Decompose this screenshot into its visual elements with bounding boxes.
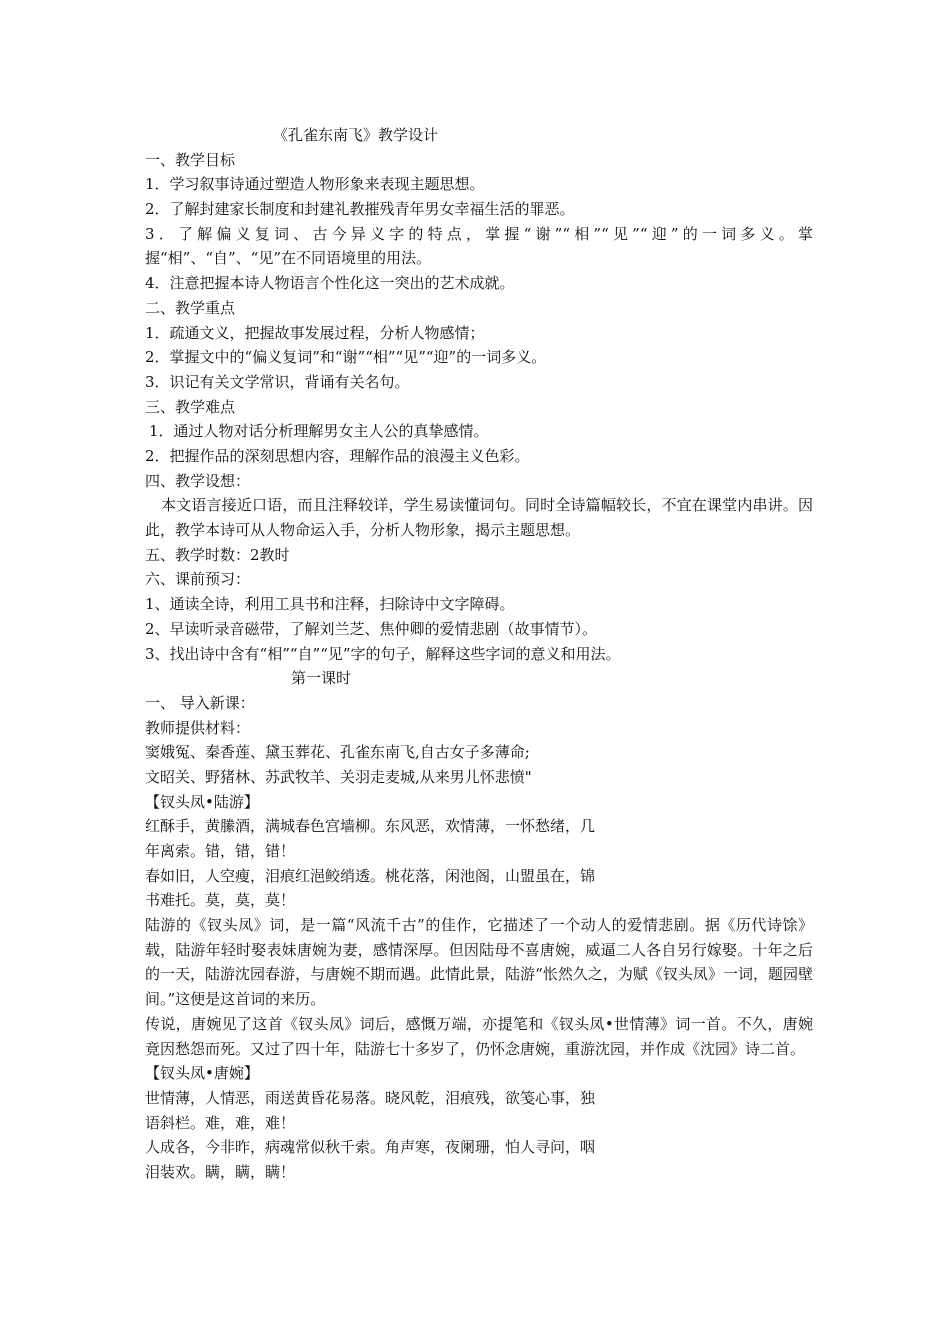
- poem-line: 泪装欢。瞒，瞒，瞒！: [145, 1163, 296, 1182]
- key-point-item-2: 2．掌握文中的“偏义复词”和“谢”“相”“见”“迎”的一词多义。: [145, 348, 547, 367]
- preview-item-3: 3、找出诗中含有“相”“自”“见”字的句子，解释这些字词的意义和用法。: [145, 644, 621, 663]
- section-heading-objectives: 一、教学目标: [145, 150, 236, 169]
- preview-item-2: 2、早读听录音磁带，了解刘兰芝、焦仲卿的爱情悲剧（故事情节）。: [145, 619, 598, 638]
- poem-title-tangwan: 【钗头凤•唐婉】: [145, 1064, 259, 1083]
- poem-line: 人成各，今非昨，病魂常似秋千索。角声寒，夜阑珊，怕人寻问，咽: [145, 1138, 596, 1157]
- section-heading-preview: 六、课前预习：: [145, 570, 251, 589]
- poem-line: 世情薄，人情恶，雨送黄昏花易落。晓风乾，泪痕残，欲笺心事，独: [145, 1088, 596, 1107]
- couplet-line-2: 文昭关、野猪林、苏武牧羊、关羽走麦城,从来男儿怀悲愤": [145, 767, 532, 786]
- key-point-item-1: 1．疏通文义，把握故事发展过程，分析人物感情；: [145, 323, 485, 342]
- objective-item-1: 1．学习叙事诗通过塑造人物形象来表现主题思想。: [145, 175, 485, 194]
- poem-line: 书难托。莫，莫，莫！: [145, 891, 296, 910]
- poem-line: 语斜栏。难，难，难！: [145, 1113, 296, 1132]
- difficulty-item-2: 2．把握作品的深刻思想内容，理解作品的浪漫主义色彩。: [145, 446, 530, 465]
- difficulty-item-1: 1．通过人物对话分析理解男女主人公的真挚感情。: [149, 422, 489, 441]
- story-paragraph-1: 陆游的《钗头凤》词，是一篇“风流千古”的佳作，它描述了一个动人的爱情悲剧。据《历代诗馀》载，陆游年轻时娶表妹唐婉为妻，感情深厚。但因陆母不喜唐婉，威逼二人各自另行嫁娶。十年之后的一天，陆游沈园春游，与唐婉不期而遇。此情此景，陆游“怅然久之，为赋《钗头凤》一词，题园壁间。”这便是这首词的来历。: [145, 916, 813, 1009]
- couplet-line-1: 窦娥冤、秦香莲、黛玉葬花、孔雀东南飞,自古女子多薄命;: [145, 743, 530, 762]
- document-title: 《孔雀东南飞》教学设计: [273, 126, 439, 144]
- document-page: [145, 123, 813, 1185]
- section-heading-hours: 五、教学时数：2教时: [145, 545, 290, 564]
- objective-item-4: 4．注意把握本诗人物语言个性化这一突出的艺术成就。: [145, 274, 515, 293]
- lesson-heading: 第一课时: [291, 669, 352, 688]
- section-heading-key-points: 二、教学重点: [145, 298, 236, 317]
- poem-title-luyou: 【钗头凤•陆游】: [145, 792, 259, 811]
- section-heading-difficulties: 三、教学难点: [145, 397, 236, 416]
- section-heading-design: 四、教学设想：: [145, 471, 251, 490]
- preview-item-1: 1、通读全诗，利用工具书和注释，扫除诗中文字障碍。: [145, 595, 515, 614]
- poem-line: 年离索。错，错，错！: [145, 842, 296, 860]
- poem-line: 红酥手，黄縢酒，满城春色宫墙柳。东风恶，欢情薄，一怀愁绪，几: [145, 817, 596, 836]
- story-paragraph-2: 传说，唐婉见了这首《钗头凤》词后，感慨万端，亦提笔和《钗头凤•世情薄》词一首。不久，唐婉竟因愁怨而死。又过了四十年，陆游七十多岁了，仍怀念唐婉，重游沈园，并作成《沈园》诗二首。: [145, 1014, 813, 1058]
- poem-line: 春如旧，人空瘦，泪痕红浥鲛绡透。桃花落，闲池阁，山盟虽在，锦: [145, 866, 596, 885]
- teacher-material-label: 教师提供材料：: [145, 718, 251, 737]
- objective-item-3: 3．了解偏义复词、古今异义字的特点，掌握“谢”“相”“见”“迎”的一词多义。掌握“相”、“自”、“见”在不同语境里的用法。: [145, 224, 813, 268]
- key-point-item-3: 3．识记有关文学常识，背诵有关名句。: [145, 372, 410, 391]
- intro-heading: 一、 导入新课：: [145, 693, 255, 712]
- objective-item-2: 2．了解封建家长制度和封建礼教摧残青年男女幸福生活的罪恶。: [145, 200, 575, 219]
- design-paragraph: 本文语言接近口语，而且注释较详，学生易读懂词句。同时全诗篇幅较长，不宜在课堂内串讲。因此，教学本诗可从人物命运入手，分析人物形象，揭示主题思想。: [145, 496, 813, 540]
